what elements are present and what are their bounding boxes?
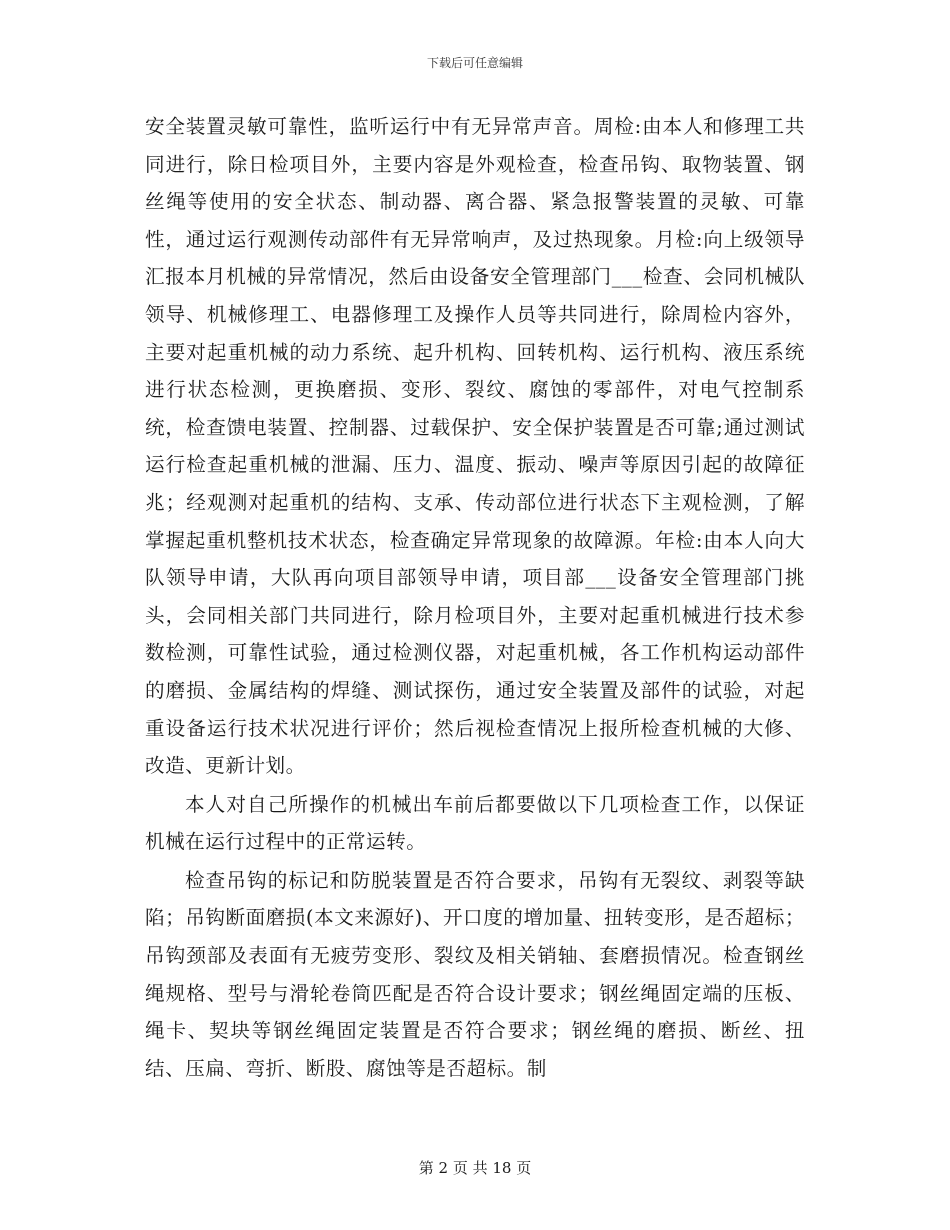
page-header-note: 下载后可任意编辑 [426, 56, 523, 70]
paragraph-inspection-schedule: 安全装置灵敏可靠性，监听运行中有无异常声音。周检:由本人和修理工共同进行，除日检项目外，主要内容是外观检查，检查吊钩、取物装置、钢丝绳等使用的安全状态、制动器、离合器、紧急报警装置的灵敏、可靠性，通过运行观测传动部件有无异常响声，及过热现象。月检:向上级领导汇报本月机械的异常情况，然后由设备安全管理部门___检查、会同机械队领导、机械修理工、电器修理工及操作人员等共同进行，除周检内容外，主要对起重机械的动力系统、起升机构、回转机构、运行机构、液压系统进行状态检测，更换磨损、变形、裂纹、腐蚀的零部件，对电气控制系统，检查馈电装置、控制器、过载保护、安全保护装置是否可靠;通过测试运行检查起重机械的泄漏、压力、温度、振动、噪声等原因引起的故障征兆；经观测对起重机的结构、支承、传动部位进行状态下主观检测，了解掌握起重机整机技术状态，检查确定异常现象的故障源。年检:由本人向大队领导申请，大队再向项目部领导申请，项目部___设备安全管理部门挑头，会同相关部门共同进行，除月检项目外，主要对起重机械进行技术参数检测，可靠性试验，通过检测仪器，对起重机械，各工作机构运动部件的磨损、金属结构的焊缝、测试探伤，通过安全装置及部件的试验，对起重设备运行技术状况进行评价；然后视检查情况上报所检查机械的大修、改造、更新计划。 [145, 115, 805, 778]
paragraph-pre-operation-check: 本人对自己所操作的机械出车前后都要做以下几项检查工作，以保证机械在运行过程中的正常运转。 [145, 792, 805, 854]
paragraph-hook-and-rope-check: 检查吊钩的标记和防脱装置是否符合要求，吊钩有无裂纹、剥裂等缺陷；吊钩断面磨损(本文来源好)、开口度的增加量、扭转变形，是否超标；吊钩颈部及表面有无疲劳变形、裂纹及相关销轴、套磨损情况。检查钢丝绳规格、型号与滑轮卷筒匹配是否符合设计要求；钢丝绳固定端的压板、绳卡、契块等钢丝绳固定装置是否符合要求；钢丝绳的磨损、断丝、扭结、压扁、弯折、断股、腐蚀等是否超标。制 [145, 868, 805, 1080]
page-number: 第 2 页 共 18 页 [418, 1159, 532, 1177]
document-body [145, 108, 805, 1088]
